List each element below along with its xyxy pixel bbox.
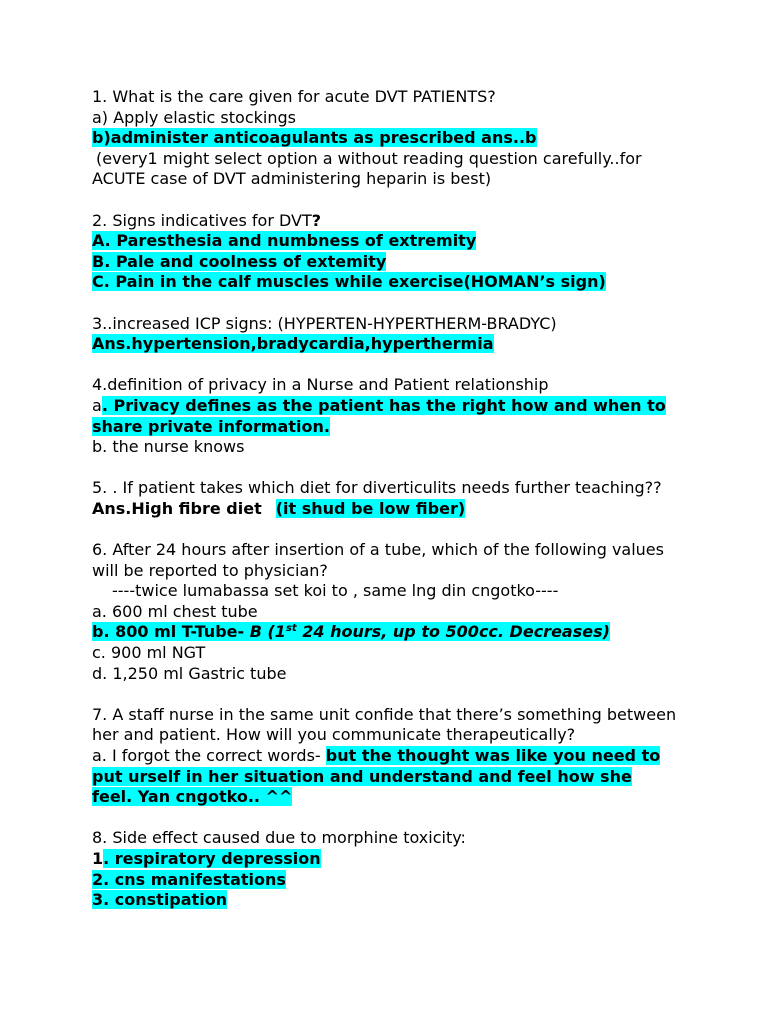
q7-question-line2: her and patient. How will you communicate therapeutically? <box>92 725 576 745</box>
q8-item-3 <box>92 890 732 911</box>
q2-answer-b-highlight: B. Pale and coolness of extemity <box>92 251 387 271</box>
document-body <box>92 87 732 911</box>
q6-option-c: c. 900 ml NGT <box>92 643 206 663</box>
q8-question: 8. Side effect caused due to morphine toxicity: <box>92 828 466 848</box>
q5-note-highlight: (it shud be low fiber) <box>275 498 466 518</box>
q2-question <box>92 211 732 232</box>
q4-option-b: b. the nurse knows <box>92 437 245 457</box>
q8-item-2 <box>92 870 732 891</box>
q8-item-1 <box>92 849 732 870</box>
q8-item-2-highlight: 2. cns manifestations <box>92 869 286 889</box>
q7-answer-highlight2: put urself in her situation and understand and feel how she <box>92 766 632 786</box>
q7-answer-line1 <box>92 746 732 767</box>
q4-answer-a-line2 <box>92 417 732 438</box>
q3-answer <box>92 334 732 355</box>
q8-item-1-highlight: . respiratory depression <box>103 848 321 868</box>
q7-question-line1: 7. A staff nurse in the same unit confide that there’s something between <box>92 704 677 724</box>
q6-note: ----twice lumabassa set koi to , same lng din cngotko---- <box>112 581 559 601</box>
q1-note-line1: (every1 might select option a without reading question carefully..for <box>96 148 642 168</box>
q6-note-pre: B (1 <box>249 622 286 642</box>
q2-question-mark: ? <box>311 210 322 230</box>
q6-note-sup: st <box>285 623 297 635</box>
q5-question: 5. . If patient takes which diet for diverticulits needs further teaching?? <box>92 478 662 498</box>
q2-answer-c <box>92 272 732 293</box>
q5-answer-line <box>92 499 732 520</box>
q6-note-post: 24 hours, up to 500cc. Decreases) <box>296 622 610 642</box>
q3-answer-highlight: Ans.hypertension,bradycardia,hyperthermia <box>92 334 494 354</box>
q8-item-3-highlight: 3. constipation <box>92 890 228 910</box>
q6-question-line1: 6. After 24 hours after insertion of a tube, which of the following values <box>92 540 664 560</box>
q3-question: 3..increased ICP signs: (HYPERTEN-HYPERTHERM-BRADYC) <box>92 313 557 333</box>
q1-answer <box>92 128 732 149</box>
q6-answer-b-text: b. 800 ml T-Tube- <box>92 622 245 642</box>
q7-answer-line3 <box>92 787 732 808</box>
q7-answer-plain: a. I forgot the correct words- <box>92 746 321 765</box>
q4-answer-a-highlight2: share private information. <box>92 416 330 436</box>
q4-answer-a-prefix: a <box>92 395 102 415</box>
q6-question-line2: will be reported to physician? <box>92 560 328 580</box>
q1-note-line2: ACUTE case of DVT administering heparin is best) <box>92 169 492 189</box>
q2-answer-b <box>92 252 732 273</box>
q6-answer-b-highlight <box>92 622 610 641</box>
q1-answer-highlight: b)administer anticoagulants as prescribed ans..b <box>92 128 537 148</box>
q1-option-a: a) Apply elastic stockings <box>92 107 296 127</box>
q1-question: 1. What is the care given for acute DVT PATIENTS? <box>92 87 496 106</box>
q7-answer-highlight3: feel. Yan cngotko.. ^^ <box>92 787 293 807</box>
q6-option-a: a. 600 ml chest tube <box>92 601 258 621</box>
q4-answer-a-highlight1: . Privacy defines as the patient has the right how and when to <box>101 395 666 415</box>
q7-answer-line2 <box>92 767 732 788</box>
q2-answer-a <box>92 231 732 252</box>
q4-question: 4.definition of privacy in a Nurse and Patient relationship <box>92 375 549 395</box>
q6-answer-b <box>92 622 732 643</box>
q2-answer-c-highlight: C. Pain in the calf muscles while exercise(HOMAN’s sign) <box>92 272 606 292</box>
q4-answer-a-line1 <box>92 396 732 417</box>
q8-item-1-num: 1 <box>92 848 104 868</box>
q6-answer-b-note <box>250 622 610 641</box>
q5-answer: Ans.High fibre diet <box>92 498 262 518</box>
q6-option-d: d. 1,250 ml Gastric tube <box>92 663 287 683</box>
q2-question-text: 2. Signs indicatives for DVT <box>92 210 312 230</box>
q7-answer-highlight1: but the thought was like you need to <box>325 746 661 765</box>
q2-answer-a-highlight: A. Paresthesia and numbness of extremity <box>92 231 477 251</box>
